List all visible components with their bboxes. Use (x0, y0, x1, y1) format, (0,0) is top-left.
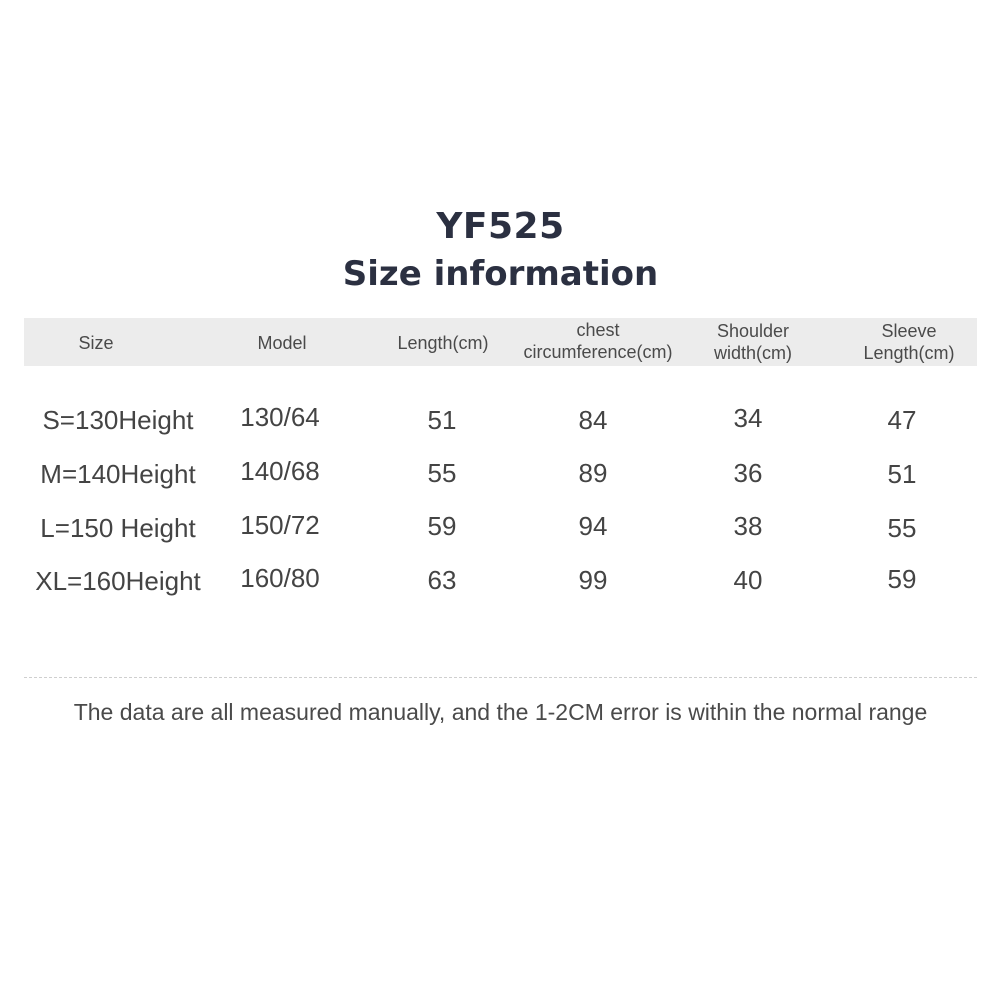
cell-shoulder: 34 (733, 403, 763, 433)
cell-model: 140/68 (240, 456, 320, 486)
header-size: Size (78, 333, 114, 353)
product-code-title: YF525 (436, 206, 565, 247)
cell-shoulder: 38 (733, 511, 763, 541)
cell-sleeve: 47 (887, 405, 917, 435)
cell-size: XL=160Height (35, 566, 201, 596)
cell-length: 63 (427, 565, 457, 595)
dashed-divider (24, 677, 977, 678)
cell-chest: 89 (578, 458, 608, 488)
header-sleeve-length: Sleeve Length(cm) (863, 321, 955, 363)
measurement-note: The data are all measured manually, and the 1-2CM error is within the normal range (73, 699, 928, 725)
cell-size: M=140Height (40, 459, 196, 489)
cell-sleeve: 51 (887, 459, 917, 489)
cell-sleeve: 55 (887, 513, 917, 543)
cell-length: 59 (427, 511, 457, 541)
cell-size: S=130Height (42, 405, 194, 435)
header-length: Length(cm) (397, 333, 489, 353)
cell-chest: 94 (578, 511, 608, 541)
header-shoulder-width: Shoulder width(cm) (713, 321, 792, 363)
cell-model: 150/72 (240, 510, 320, 540)
cell-model: 130/64 (240, 402, 320, 432)
cell-chest: 99 (578, 565, 608, 595)
cell-sleeve: 59 (887, 564, 917, 594)
cell-model: 160/80 (240, 563, 320, 593)
size-information-title: Size information (342, 254, 659, 294)
cell-size: L=150 Height (40, 513, 196, 543)
cell-chest: 84 (578, 405, 608, 435)
cell-shoulder: 40 (733, 565, 763, 595)
cell-length: 55 (427, 458, 457, 488)
cell-shoulder: 36 (733, 458, 763, 488)
cell-length: 51 (427, 405, 457, 435)
header-model: Model (257, 333, 307, 353)
header-chest-circumference: chest circumference(cm) (523, 320, 673, 362)
